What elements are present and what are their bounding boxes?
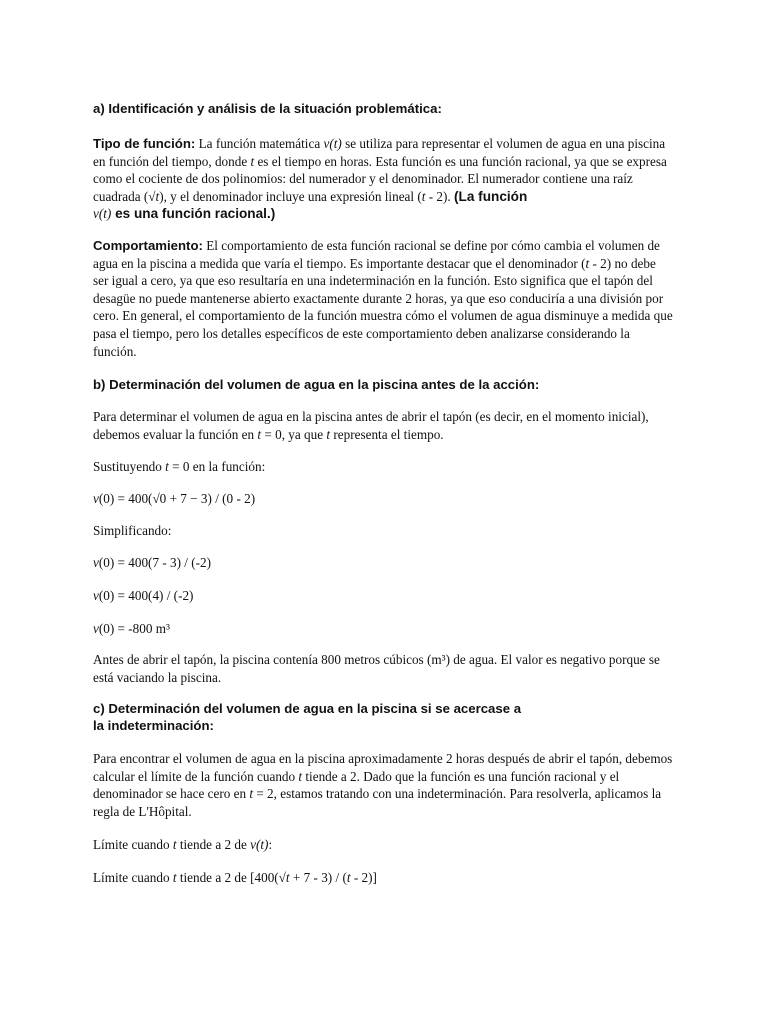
emphasis-text: es una función racional.) — [111, 206, 276, 222]
text-run: El comportamiento de esta función racional se define por cómo cambia el volumen de agua en la piscina a medida que varía el tiempo. Es importante destacar que el denominador ( — [93, 238, 660, 271]
equation-1 — [93, 490, 673, 508]
math-t: t — [249, 786, 254, 802]
text-run: = 0 en la función: — [168, 459, 266, 474]
section-a-tipo-paragraph — [93, 135, 673, 223]
heading-line: c) Determinación del volumen de agua en la piscina si se acercase a — [93, 701, 522, 716]
math-v: v — [93, 588, 99, 603]
section-c-heading — [93, 700, 673, 734]
math-t: t — [172, 870, 177, 885]
equation-4 — [93, 620, 673, 638]
limit-line-1 — [93, 836, 673, 854]
text-run: ), y el denominador incluye una expresión lineal ( — [159, 188, 422, 204]
math-t: t — [250, 153, 255, 169]
sustituyendo-line — [93, 458, 673, 476]
text-run: - 2)] — [350, 870, 377, 885]
heading-line: la indeterminación: — [93, 718, 214, 733]
equation-2 — [93, 554, 673, 572]
text-run: Para determinar el volumen de agua en la piscina antes de abrir el tapón (es decir, en el momento inicial), debemos evaluar la función en — [93, 409, 649, 442]
math-t: t — [421, 188, 426, 204]
emphasis-text: (La función — [454, 188, 528, 204]
math-v: v — [93, 621, 99, 636]
math-t: t — [155, 188, 160, 204]
math-v-t: v(t) — [250, 837, 269, 852]
section-a-comportamiento-paragraph — [93, 237, 673, 360]
text-run: : — [268, 837, 273, 852]
math-t: t — [165, 459, 169, 474]
math-v: v — [93, 555, 99, 570]
text-run: representa el tiempo. — [330, 426, 444, 442]
text-run: tiende a 2 de — [176, 837, 251, 852]
math-v-t: v(t) — [323, 136, 342, 151]
text-run: La función matemática — [195, 136, 324, 151]
section-a-heading: a) Identificación y análisis de la situación problemática: — [93, 101, 442, 116]
text-run: tiende a 2 de [400(√ — [176, 870, 286, 885]
text-run: - 2). — [425, 188, 455, 204]
math-t: t — [257, 426, 262, 442]
text-run: se utiliza para representar el volumen de agua en una piscina en función del tiempo, donde — [93, 136, 666, 169]
section-b-conclusion: Antes de abrir el tapón, la piscina contenía 800 metros cúbicos (m³) de agua. El valor es negativo porque se está vaciando la piscina. — [93, 652, 660, 685]
math-t: t — [585, 255, 590, 271]
text-run: Sustituyendo — [93, 459, 166, 474]
comportamiento-label: Comportamiento: — [93, 238, 203, 253]
section-b-heading: b) Determinación del volumen de agua en la piscina antes de la acción: — [93, 377, 540, 392]
equation-text: (0) = 400(4) / (-2) — [98, 588, 194, 603]
text-run: Límite cuando — [93, 870, 173, 885]
text-run: - 2) no debe ser igual a cero, ya que eso resultaría en una indeterminación en la función. Esto significa que el tapón del desagüe no puede mantenerse abierto exactamente durante 2 horas, ya que eso conduciría a una división por cero. En general, el comportamiento de la función muestra cómo el volumen de agua disminuye a medida que pasa el tiempo, pero los detalles específicos de este comportamiento deben analizarse considerando la función. — [93, 255, 673, 359]
equation-3 — [93, 587, 673, 605]
section-c-intro — [93, 750, 673, 820]
equation-text: (0) = 400(√0 + 7 − 3) / (0 - 2) — [98, 491, 256, 506]
text-run: Límite cuando — [93, 837, 173, 852]
simplificando-line: Simplificando: — [93, 523, 172, 538]
equation-text: (0) = -800 m³ — [98, 621, 170, 636]
tipo-label: Tipo de función: — [93, 136, 196, 151]
text-run: Para encontrar el volumen de agua en la piscina aproximadamente 2 horas después de abrir el tapón, debemos calcular el límite de la función cuando — [93, 751, 673, 784]
text-run: = 2, estamos tratando con una indeterminación. Para resolverla, aplicamos la regla de L'Hôpital. — [93, 786, 662, 819]
equation-text: (0) = 400(7 - 3) / (-2) — [98, 555, 212, 570]
text-run: + 7 - 3) / ( — [289, 870, 347, 885]
math-t: t — [172, 837, 177, 852]
math-v-t: v(t) — [93, 206, 112, 222]
section-b-intro — [93, 408, 673, 443]
limit-line-2 — [93, 869, 673, 887]
math-t: t — [346, 870, 351, 885]
text-run: es el tiempo en horas. Esta función es una función racional, ya que se expresa como el cociente de dos polinomios: del numerador y el denominador. El numerador contiene una raíz cuadrada (√ — [93, 153, 667, 204]
math-t: t — [285, 870, 290, 885]
math-t: t — [326, 426, 331, 442]
text-run: = 0, ya que — [261, 426, 327, 442]
math-v: v — [93, 491, 99, 506]
text-run: tiende a 2. Dado que la función es una función racional y el denominador se hace cero en — [93, 768, 620, 802]
math-t: t — [298, 768, 303, 784]
